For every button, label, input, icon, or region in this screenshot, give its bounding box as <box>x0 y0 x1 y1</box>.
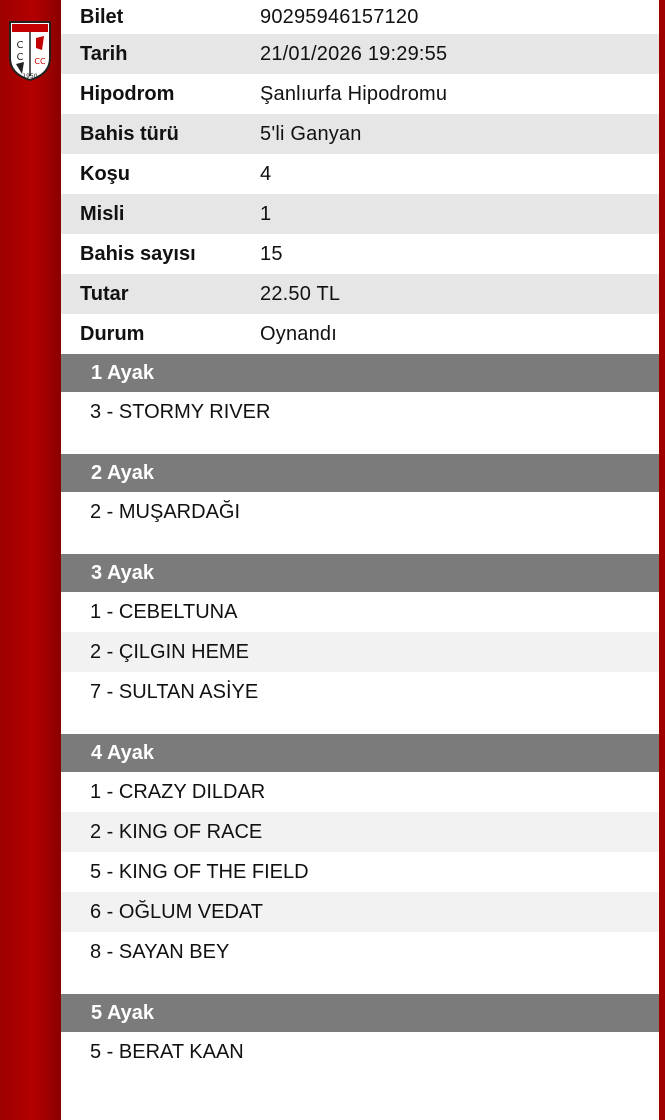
leg-spacer <box>61 712 659 734</box>
info-value: Oynandı <box>260 322 338 345</box>
sidebar <box>0 0 61 1120</box>
ticket-content <box>61 0 659 1072</box>
horse-row: 2 - ÇILGIN HEME <box>61 632 659 672</box>
leg-header: 3 Ayak <box>61 554 659 592</box>
leg-header: 5 Ayak <box>61 994 659 1032</box>
info-value: 5'li Ganyan <box>260 122 362 145</box>
horse-row: 8 - SAYAN BEY <box>90 940 230 963</box>
info-value: 15 <box>260 242 283 265</box>
info-value: 90295946157120 <box>260 5 419 28</box>
info-label: Tarih <box>80 42 128 65</box>
svg-text:C: C <box>16 52 24 63</box>
club-crest-icon <box>6 18 54 82</box>
info-label: Koşu <box>80 162 130 185</box>
info-row-tutar <box>61 274 659 314</box>
horse-row: 3 - STORMY RIVER <box>90 400 271 423</box>
info-value: 21/01/2026 19:29:55 <box>260 42 448 65</box>
horse-row: 5 - KING OF THE FIELD <box>90 860 309 883</box>
horse-row: 2 - KING OF RACE <box>61 812 659 852</box>
leg-spacer <box>61 432 659 454</box>
info-row-hipodrom <box>61 74 659 114</box>
info-label: Durum <box>80 322 145 345</box>
horse-row: 5 - BERAT KAAN <box>90 1040 244 1063</box>
info-label: Hipodrom <box>80 82 175 105</box>
svg-text:1950: 1950 <box>22 73 38 80</box>
info-value: 4 <box>260 162 272 185</box>
svg-text:C: C <box>16 40 24 51</box>
leg-spacer <box>61 532 659 554</box>
info-label: Bilet <box>80 5 124 28</box>
info-label: Misli <box>80 202 125 225</box>
info-row-bahis-sayisi <box>61 234 659 274</box>
info-value: Şanlıurfa Hipodromu <box>260 82 448 105</box>
ticket-info <box>61 0 659 354</box>
info-row-durum <box>61 314 659 354</box>
horse-row: 1 - CRAZY DILDAR <box>90 780 266 803</box>
info-label: Tutar <box>80 282 129 305</box>
horse-row: 6 - OĞLUM VEDAT <box>61 892 659 932</box>
leg-header: 4 Ayak <box>61 734 659 772</box>
right-edge <box>659 0 665 1120</box>
info-row-kosu <box>61 154 659 194</box>
info-row-tarih <box>61 34 659 74</box>
info-row-bilet <box>61 0 659 34</box>
info-label: Bahis türü <box>80 122 179 145</box>
info-row-bahis-turu <box>61 114 659 154</box>
info-row-misli <box>61 194 659 234</box>
leg-spacer <box>61 972 659 994</box>
info-value: 1 <box>260 202 272 225</box>
leg-header: 2 Ayak <box>61 454 659 492</box>
info-value: 22.50 TL <box>260 282 341 305</box>
horse-row: 1 - CEBELTUNA <box>90 600 238 623</box>
info-label: Bahis sayısı <box>80 242 196 265</box>
svg-text:CC: CC <box>34 57 46 66</box>
horse-row: 7 - SULTAN ASİYE <box>90 680 259 703</box>
horse-row: 2 - MUŞARDAĞI <box>90 500 241 523</box>
leg-header: 1 Ayak <box>61 354 659 392</box>
